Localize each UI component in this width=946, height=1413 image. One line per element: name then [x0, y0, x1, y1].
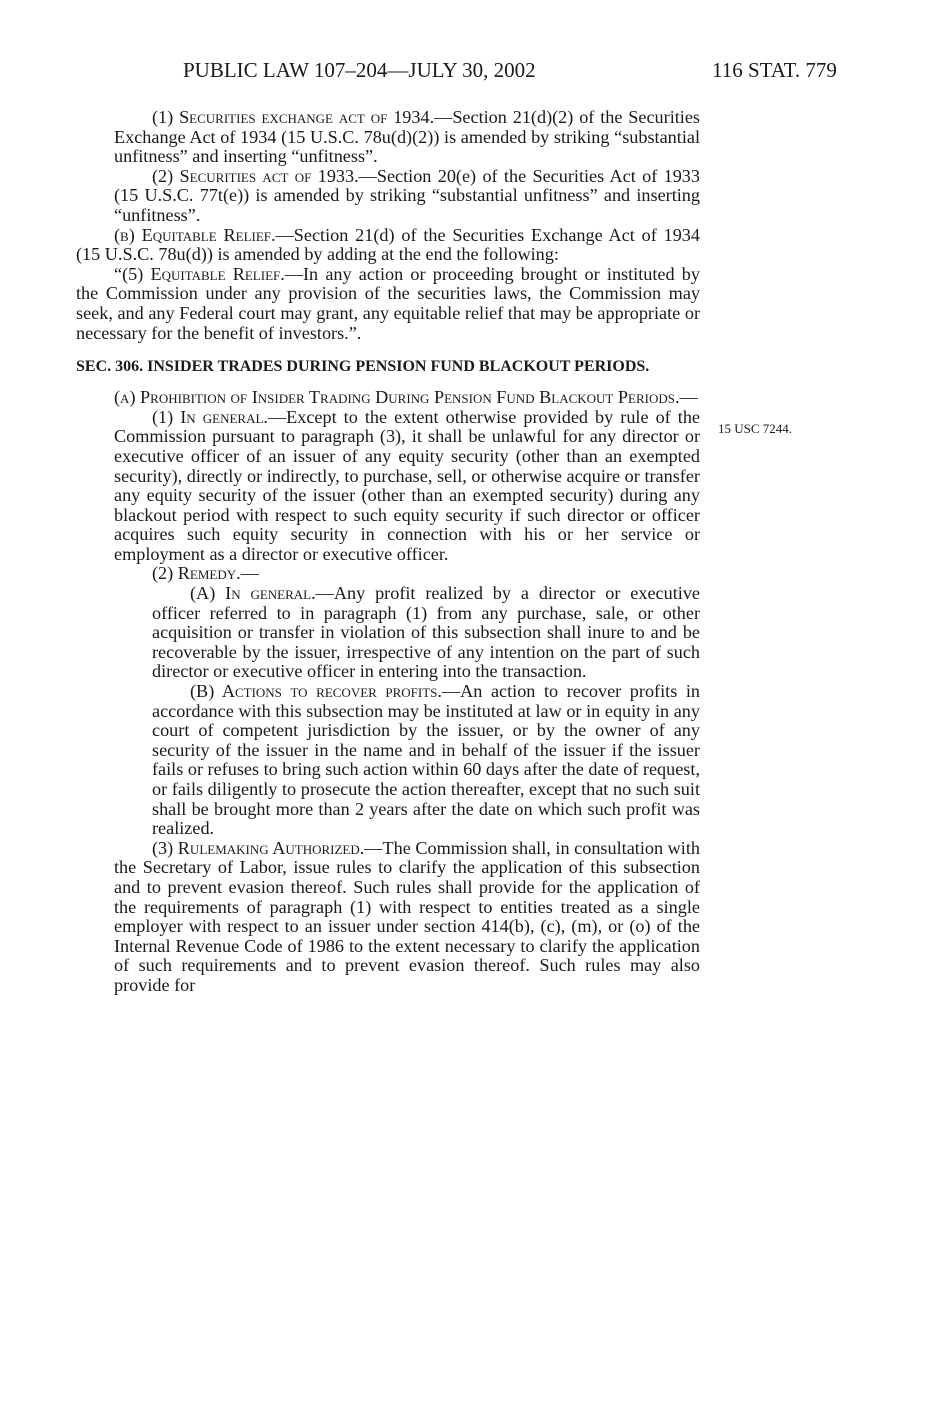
paragraph-heading: (1) In general. [152, 406, 268, 427]
statute-page-number: 116 STAT. 779 [712, 58, 837, 82]
law-title: PUBLIC LAW 107–204—JULY 30, 2002 [183, 58, 536, 82]
paragraph-text: —Any profit realized by a director or executive officer referred to in paragraph (1) from any purchase, sale, or other acquisition or transfer in violation of this subsection shall inure to and be recoverable by the issuer, irrespective of any intention on the part of such director or executive officer in entering into the transaction. [152, 583, 700, 682]
running-header [0, 58, 946, 88]
section-heading: SEC. 306. INSIDER TRADES DURING PENSION FUND BLACKOUT PERIODS. [76, 358, 650, 376]
paragraph-text: —The Commission shall, in consultation with the Secretary of Labor, issue rules to clarify the application of this subsection and to prevent evasion thereof. Such rules shall provide for the application of the requirements of paragraph (1) with respect to entities treated as a single employer with respect to an issuer under section 414(b), (c), (m), or (o) of the Internal Revenue Code of 1986 to the extent necessary to clarify the application of such requirements and to prevent evasion thereof. Such rules may also provide for [114, 837, 700, 995]
paragraph-heading: (1) Securities exchange act of 1934. [152, 107, 435, 127]
paragraph-b [76, 226, 700, 265]
paragraph-text: —Except to the extent otherwise provided by rule of the Commission pursuant to paragraph (3), it shall be unlawful for any director or executive officer of an issuer of any equity security (other than an exempted security), directly or indirectly, to purchase, sell, or otherwise acquire or transfer any equity security of the issuer (other than an exempted security) during any blackout period with respect to such equity security if such director or officer acquires such equity security in connection with his or her service or employment as a director or executive officer. [114, 406, 701, 564]
paragraph-a1 [76, 408, 700, 565]
paragraph-heading: (B) Actions to recover profits. [190, 681, 442, 702]
paragraph-text: —Section 21(d)(2) of the Securities Exchange Act of 1934 (15 U.S.C. 78u(d)(2)) is amended by striking “substantial unfitness” and inserting “unfitness”. [114, 107, 701, 167]
paragraph-text: —Section 21(d) of the Securities Exchange Act of 1934 (15 U.S.C. 78u(d)) is amended by adding at the end the following: [76, 224, 700, 265]
paragraph-heading: (b) Equitable Relief. [114, 224, 276, 245]
paragraph-a2A [76, 584, 700, 682]
paragraph-text: —In any action or proceeding brought or instituted by the Commission under any provision of the securities laws, the Commission may seek, and any Federal court may grant, any equitable relief that may be appropriate or necessary for the benefit of investors.”. [76, 263, 700, 343]
paragraph-2 [76, 167, 700, 226]
body-text [76, 108, 700, 996]
quoted-paragraph-5 [76, 265, 700, 343]
paragraph-text: —Section 20(e) of the Securities Act of 1933 (15 U.S.C. 77t(e)) is amended by striking “substantial unfitness” and inserting “unfitness”. [114, 165, 700, 225]
paragraph-heading: (2) Securities act of 1933. [152, 165, 359, 186]
paragraph-a2-heading: (2) Remedy.— [152, 563, 259, 584]
paragraph-a3 [76, 839, 700, 996]
margin-note-usc: 15 USC 7244. [718, 421, 793, 436]
paragraph-heading: (3) Rulemaking Authorized. [152, 837, 365, 858]
paragraph-heading: “(5) Equitable Relief. [114, 263, 285, 284]
paragraph-text: —An action to recover profits in accordance with this subsection may be instituted at law or in equity in any court of competent jurisdiction by the issuer, or by the owner of any security of the issuer in the name and in behalf of the issuer if the issuer fails or refuses to bring such action within 60 days after the date of request, or fails diligently to prosecute the action thereafter, except that no such suit shall be brought more than 2 years after the date on which such profit was realized. [152, 681, 701, 839]
paragraph-1 [76, 108, 700, 167]
paragraph-a2B [76, 682, 700, 839]
subsection-a-heading: (a) Prohibition of Insider Trading During Pension Fund Blackout Periods.— [114, 387, 698, 408]
paragraph-heading: (A) In general. [190, 583, 316, 604]
